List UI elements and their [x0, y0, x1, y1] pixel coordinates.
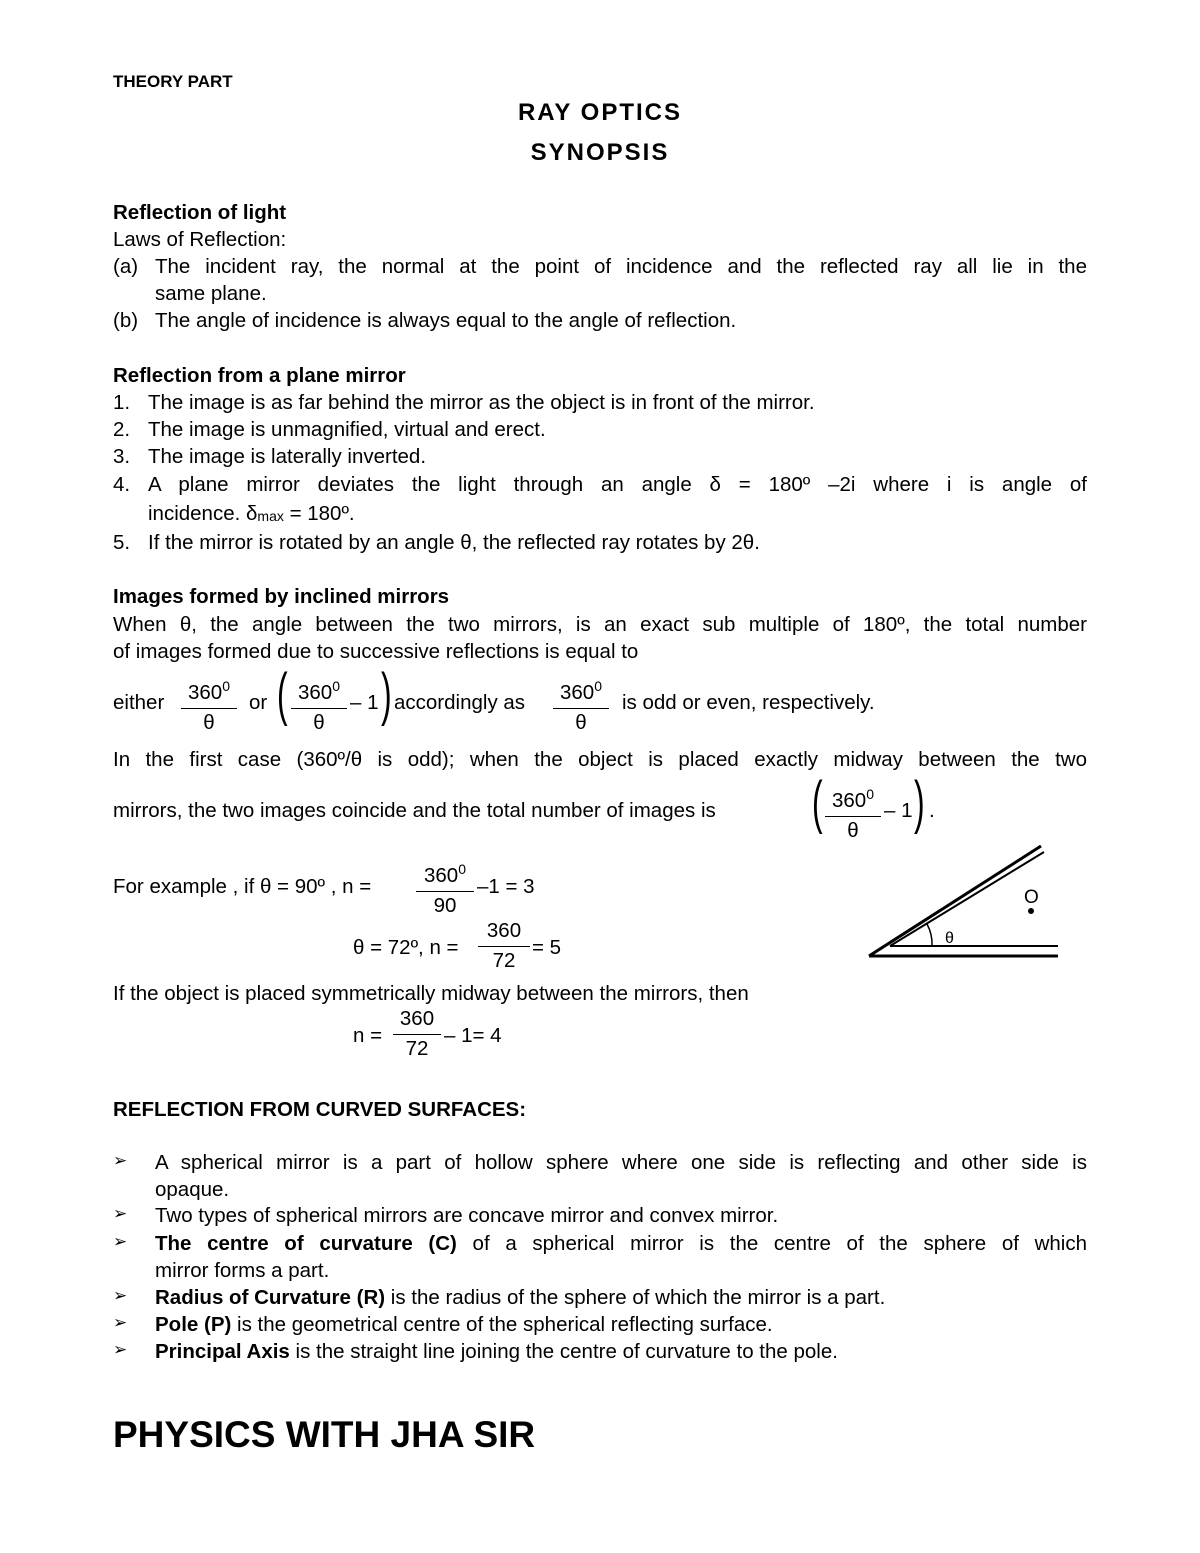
page-title: RAY OPTICS — [517, 99, 683, 126]
list-item-number: 5. — [113, 531, 131, 554]
either-word: either — [113, 691, 165, 714]
list-item: If the mirror is rotated by an angle θ, the reflected ray rotates by 2θ. — [148, 531, 760, 554]
bullet-arrow-icon: ➢ — [113, 1204, 128, 1223]
page-subtitle: SYNOPSIS — [530, 139, 670, 166]
list-item: The image is unmagnified, virtual and erect. — [148, 418, 546, 441]
fraction-360-72: 360 72 — [393, 1006, 441, 1061]
example-result-3: – 1= 4 — [444, 1024, 502, 1047]
odd-even-text: is odd or even, respectively. — [622, 691, 875, 714]
minus-one: – 1 — [350, 691, 379, 714]
list-item-number: 1. — [113, 391, 131, 414]
accordingly-text: accordingly as — [394, 691, 526, 714]
right-paren: ) — [381, 662, 392, 727]
right-paren: ) — [914, 770, 925, 835]
list-item: A spherical mirror is a part of hollow sphere where one side is reflecting and other side is — [155, 1151, 1087, 1174]
example-result-2: = 5 — [532, 936, 562, 959]
inclined-mirrors-diagram — [860, 840, 1070, 965]
fraction-360-theta: $360^0$ θ — [553, 673, 609, 735]
list-item-number: 2. — [113, 418, 131, 441]
inclined-line2: of images formed due to successive reflections is equal to — [113, 640, 639, 663]
list-item: Radius of Curvature (R) is the radius of the sphere of which the mirror is a part. — [155, 1286, 886, 1309]
bullet-arrow-icon: ➢ — [113, 1232, 128, 1251]
list-item: The centre of curvature (C) of a spherical mirror is the centre of the sphere of which — [155, 1232, 1087, 1255]
fraction-360-72: 360 72 — [478, 918, 530, 973]
list-item-number: 4. — [113, 473, 131, 496]
law-b-text: The angle of incidence is always equal to the angle of reflection. — [155, 309, 737, 332]
angle-arc — [927, 924, 932, 946]
list-item: The image is as far behind the mirror as the object is in front of the mirror. — [148, 391, 815, 414]
section-heading-reflection: Reflection of light — [113, 201, 287, 224]
fraction-360-theta: $360^0$ θ — [181, 673, 237, 735]
list-item: Principal Axis is the straight line joining the centre of curvature to the pole. — [155, 1340, 838, 1363]
left-paren: ( — [812, 770, 823, 835]
bullet-arrow-icon: ➢ — [113, 1286, 128, 1305]
bullet-arrow-icon: ➢ — [113, 1151, 128, 1170]
header-label: THEORY PART — [113, 72, 233, 91]
example-2-intro: θ = 72º, n = — [353, 936, 459, 959]
law-a-marker: (a) — [113, 255, 139, 278]
object-dot — [1028, 908, 1034, 914]
list-item-continuation: incidence. $\delta_{max}$ = 180º. — [148, 502, 355, 525]
section-heading-plane-mirror: Reflection from a plane mirror — [113, 364, 406, 387]
list-item-number: 3. — [113, 445, 131, 468]
period: . — [929, 799, 935, 822]
list-item: Pole (P) is the geometrical centre of the spherical reflecting surface. — [155, 1313, 773, 1336]
list-item-continuation: mirror forms a part. — [155, 1259, 330, 1282]
upper-mirror-inner — [890, 852, 1044, 946]
bullet-arrow-icon: ➢ — [113, 1313, 128, 1332]
law-a-line1: The incident ray, the normal at the point of incidence and the reflected ray all lie in the — [155, 255, 1087, 278]
footer-brand: PHYSICS WITH JHA SIR — [113, 1414, 536, 1455]
fraction-360-theta: $360^0$ θ — [291, 673, 347, 735]
fraction-360-theta: $360^0$ θ — [825, 781, 881, 843]
inclined-line1: When θ, the angle between the two mirrors, is an exact sub multiple of 180º, the total number — [113, 613, 1087, 636]
or-word: or — [249, 691, 268, 714]
bullet-arrow-icon: ➢ — [113, 1340, 128, 1359]
law-a-line2: same plane. — [155, 282, 267, 305]
section-heading-curved: REFLECTION FROM CURVED SURFACES: — [113, 1098, 527, 1121]
list-item: The image is laterally inverted. — [148, 445, 427, 468]
law-b-marker: (b) — [113, 309, 139, 332]
laws-label: Laws of Reflection: — [113, 228, 287, 251]
example-3-intro: n = — [353, 1024, 383, 1047]
first-case-line2: mirrors, the two images coincide and the total number of images is — [113, 799, 716, 822]
upper-mirror-outer — [869, 846, 1041, 956]
example-intro: For example , if θ = 90º , n = — [113, 875, 372, 898]
minus-one: – 1 — [884, 799, 913, 822]
example-result-1: –1 = 3 — [477, 875, 535, 898]
list-item-continuation: opaque. — [155, 1178, 230, 1201]
left-paren: ( — [277, 662, 288, 727]
first-case-line1: In the first case (360º/θ is odd); when the object is placed exactly midway between the two — [113, 748, 1087, 771]
section-heading-inclined: Images formed by inclined mirrors — [113, 585, 450, 608]
symmetric-line: If the object is placed symmetrically midway between the mirrors, then — [113, 982, 749, 1005]
list-item: A plane mirror deviates the light through an angle δ = 180º –2i where i is angle of — [148, 473, 1087, 496]
fraction-360-90: $360^0$ 90 — [416, 856, 474, 918]
angle-theta-label: θ — [945, 930, 954, 947]
list-item: Two types of spherical mirrors are concave mirror and convex mirror. — [155, 1204, 779, 1227]
object-label: O — [1024, 887, 1039, 908]
